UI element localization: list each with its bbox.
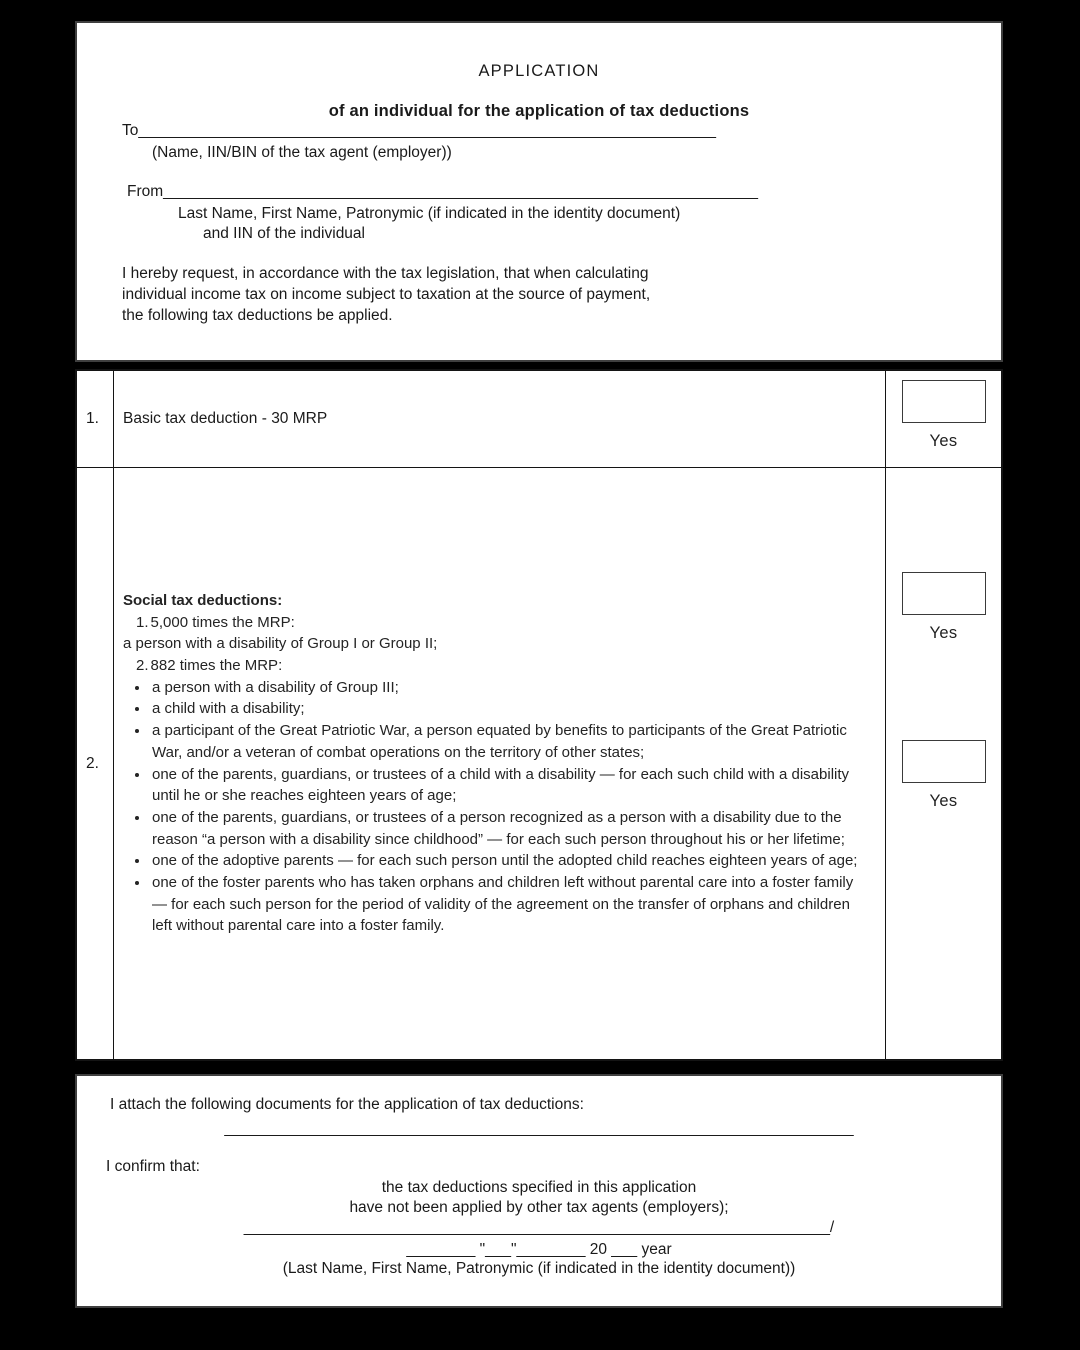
row2-yes-checkbox-2[interactable] — [902, 740, 986, 783]
attach-blank-line: _________________________________________________________________________ — [224, 1120, 854, 1137]
signature-name-caption: (Last Name, First Name, Patronymic (if indicated in the identity document)) — [282, 1260, 796, 1277]
confirm-statement-line2: have not been applied by other tax agents (employers); — [349, 1199, 729, 1216]
social-deductions-bullet-list — [123, 677, 859, 937]
row2-number: 2. — [86, 754, 99, 772]
to-label: To — [122, 122, 139, 139]
date-line: ________ "___"________ 20 ___ year — [406, 1241, 672, 1258]
from-caption-line1: Last Name, First Name, Patronymic (if indicated in the identity document) — [178, 205, 681, 222]
from-caption-line2: and IIN of the individual — [203, 225, 365, 242]
request-paragraph-line: individual income tax on income subject to taxation at the source of payment, — [122, 286, 651, 303]
social-deductions-heading: Social tax deductions: — [123, 591, 283, 609]
social-item-2-text: 882 times the MRP: — [150, 656, 283, 674]
bullet-item: • one of the adoptive parents — for each such person until the adopted child reaches eighteen years of age; — [150, 850, 859, 872]
to-field-line — [122, 122, 716, 140]
deductions-table — [75, 369, 1003, 1061]
from-field-line — [127, 183, 758, 201]
row2-description-cell — [114, 468, 886, 1059]
row2-yes-checkbox-1[interactable] — [902, 572, 986, 615]
confirmation-footer-section — [75, 1074, 1003, 1308]
confirm-label: I confirm that: — [106, 1158, 200, 1175]
row1-answer-cell — [886, 371, 1001, 468]
social-item-1-detail: a person with a disability of Group I or Group II; — [123, 635, 438, 653]
row1-number-cell — [77, 371, 114, 468]
request-paragraph-line: I hereby request, in accordance with the tax legislation, that when calculating — [122, 265, 649, 282]
row2-answer-cell — [886, 468, 1001, 1059]
social-item-1 — [123, 612, 859, 634]
to-caption: (Name, IIN/BIN of the tax agent (employer)) — [152, 144, 452, 161]
bullet-item: • a child with a disability; — [150, 698, 859, 720]
row1-description: Basic tax deduction - 30 MRP — [123, 410, 328, 427]
from-label: From — [127, 183, 164, 200]
bullet-item: • a participant of the Great Patriotic War, a person equated by benefits to participants of the Great Patriotic War, and/or a veteran of combat operations on the territory of other states; — [150, 720, 859, 763]
form-subtitle: of an individual for the application of tax deductions — [328, 102, 750, 120]
from-blank-line: _____________________________________________________________________ — [163, 183, 758, 200]
row1-yes-label: Yes — [929, 432, 958, 450]
row2-yes-label-2: Yes — [929, 792, 958, 810]
row1-description-cell — [114, 371, 886, 468]
bullet-item: • a person with a disability of Group III; — [150, 677, 859, 699]
row2-answer-group-1 — [886, 572, 1001, 643]
confirm-statement-line1: the tax deductions specified in this application — [381, 1179, 697, 1196]
signature-blank-line: ____________________________________________________________________/ — [243, 1219, 835, 1236]
form-title: APPLICATION — [478, 62, 600, 80]
social-item-1-number: 1. — [136, 613, 149, 631]
request-paragraph-line: the following tax deductions be applied. — [122, 307, 393, 324]
row1-answer-group — [886, 380, 1001, 451]
row1-number: 1. — [86, 410, 99, 427]
row2-answer-group-2 — [886, 740, 1001, 811]
bullet-item: • one of the parents, guardians, or trustees of a person recognized as a person with a disability due to the reason “a person with a disability since childhood” — for each such person throughout his or her lifetime; — [150, 807, 859, 850]
bullet-item: • one of the parents, guardians, or trustees of a child with a disability — for each such child with a disability until he or she reaches eighteen years of age; — [150, 764, 859, 807]
to-blank-line: ___________________________________________________________________ — [138, 122, 716, 139]
social-item-2-number: 2. — [136, 656, 149, 674]
request-paragraph — [122, 263, 650, 326]
social-item-2 — [123, 655, 859, 677]
row1-yes-checkbox[interactable] — [902, 380, 986, 423]
bullet-item: • one of the foster parents who has taken orphans and children left without parental care into a foster family — for each such person for the period of validity of the agreement on the transfer of orphans and children left without parental care into a foster family. — [150, 872, 859, 937]
attach-documents-line: I attach the following documents for the application of tax deductions: — [110, 1096, 584, 1113]
row2-yes-label-1: Yes — [929, 624, 958, 642]
application-header-section — [75, 21, 1003, 362]
social-item-1-text: 5,000 times the MRP: — [150, 613, 295, 631]
row2-number-cell — [77, 468, 114, 1059]
